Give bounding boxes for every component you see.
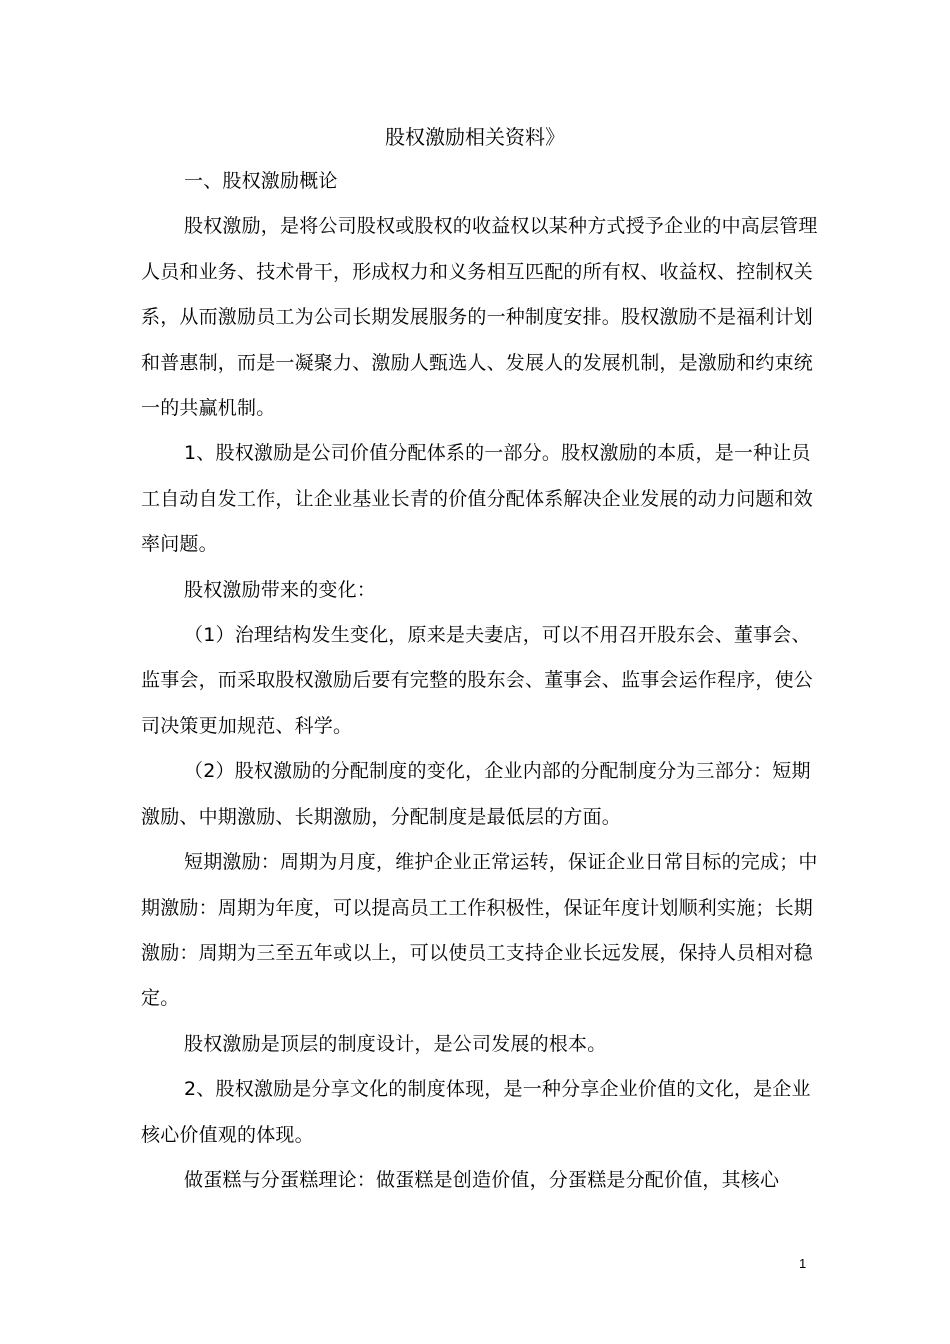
paragraph-point-1: 1、股权激励是公司价值分配体系的一部分。股权激励的本质，是一种让员工自动自发工作，让企业基业长青的价值分配体系解决企业发展的动力问题和效率问题。 (141, 442, 814, 556)
paragraph-changes-heading: 股权激励带来的变化： (184, 578, 377, 601)
paragraph-cake-theory: 做蛋糕与分蛋糕理论：做蛋糕是创造价值，分蛋糕是分配价值，其核心 (184, 1168, 780, 1191)
paragraph-change-2: （2）股权激励的分配制度的变化，企业内部的分配制度分为三部分：短期激励、中期激励、长期激励，分配制度是最低层的方面。 (141, 760, 811, 828)
paragraph-incentive-periods: 短期激励：周期为月度，维护企业正常运转，保证企业日常目标的完成；中期激励：周期为年度，可以提高员工工作积极性，保证年度计划顺利实施；长期激励：周期为三至五年或以上，可以使员工支持企业长远发展，保持人员相对稳定。 (141, 851, 818, 1010)
paragraph-definition: 股权激励，是将公司股权或股权的收益权以某种方式授予企业的中高层管理人员和业务、技术骨干，形成权力和义务相互匹配的所有权、收益权、控制权关系，从而激励员工为公司长期发展服务的一种制度安排。股权激励不是福利计划和普惠制，而是一凝聚力、激励人甄选人、发展人的发展机制，是激励和约束统一的共赢机制。 (141, 215, 818, 420)
document-body (141, 159, 821, 1203)
section-heading: 一、股权激励概论 (184, 170, 338, 192)
page-number: 1 (799, 1256, 807, 1271)
document-title: 股权激励相关资料》 (385, 125, 565, 149)
paragraph-point-2: 2、股权激励是分享文化的制度体现，是一种分享企业价值的文化，是企业核心价值观的体现。 (141, 1078, 811, 1146)
paragraph-top-level-design: 股权激励是顶层的制度设计，是公司发展的根本。 (184, 1032, 607, 1055)
paragraph-change-1: （1）治理结构发生变化，原来是夫妻店，可以不用召开股东会、董事会、监事会，而采取股权激励后要有完整的股东会、董事会、监事会运作程序，使公司决策更加规范、科学。 (141, 624, 814, 737)
